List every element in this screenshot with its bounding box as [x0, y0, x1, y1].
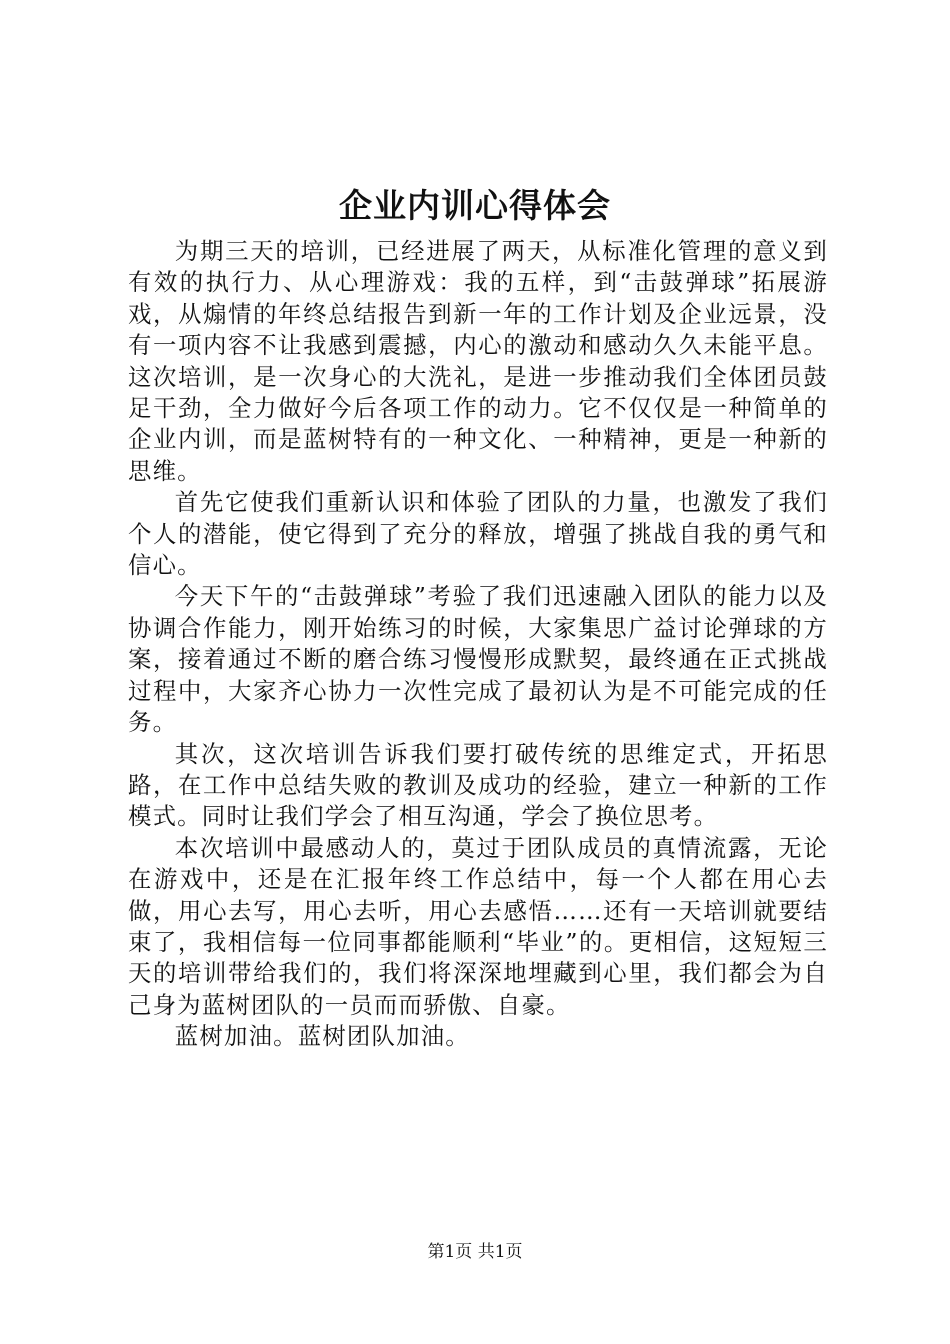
paragraph: 首先它使我们重新认识和体验了团队的力量，也激发了我们个人的潜能，使它得到了充分的释放，增强了挑战自我的勇气和信心。	[128, 488, 828, 580]
page-number-footer: 第1页 共1页	[427, 1242, 523, 1262]
paragraph: 其次，这次培训告诉我们要打破传统的思维定式，开拓思路，在工作中总结失败的教训及成功的经验，建立一种新的工作模式。同时让我们学会了相互沟通，学会了换位思考。	[128, 739, 828, 831]
paragraph: 为期三天的培训，已经进展了两天，从标准化管理的意义到有效的执行力、从心理游戏：我的五样，到“击鼓弹球”拓展游戏，从煽情的年终总结报告到新一年的工作计划及企业远景，没有一项内容不让我感到震撼，内心的激动和感动久久未能平息。这次培训，是一次身心的大洗礼，是进一步推动我们全体团员鼓足干劲，全力做好今后各项工作的动力。它不仅仅是一种简单的企业内训，而是蓝树特有的一种文化、一种精神，更是一种新的思维。	[128, 237, 828, 485]
document-title: 企业内训心得体会	[339, 186, 611, 225]
document-body	[128, 236, 828, 1053]
paragraph: 今天下午的“击鼓弹球”考验了我们迅速融入团队的能力以及协调合作能力，刚开始练习的时候，大家集思广益讨论弹球的方案，接着通过不断的磨合练习慢慢形成默契，最终通在正式挑战过程中，大家齐心协力一次性完成了最初认为是不可能完成的任务。	[128, 582, 828, 737]
paragraph: 本次培训中最感动人的，莫过于团队成员的真情流露，无论在游戏中，还是在汇报年终工作总结中，每一个人都在用心去做，用心去写，用心去听，用心去感悟……还有一天培训就要结束了，我相信每一位同事都能顺利“毕业”的。更相信，这短短三天的培训带给我们的，我们将深深地埋藏到心里，我们都会为自己身为蓝树团队的一员而而骄傲、自豪。	[128, 833, 828, 1019]
paragraph: 蓝树加油。蓝树团队加油。	[174, 1022, 470, 1051]
